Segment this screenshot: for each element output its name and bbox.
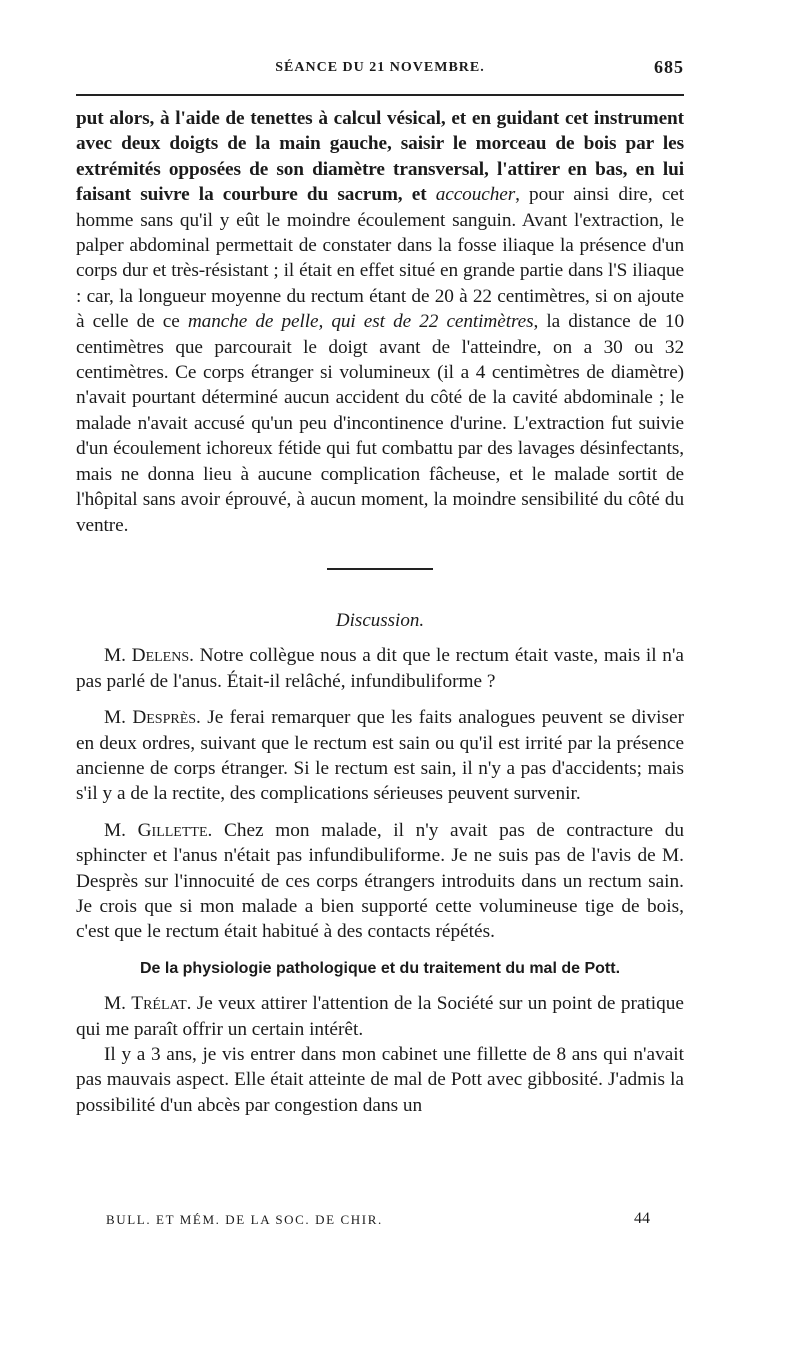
speaker-prefix: M. [104,993,132,1015]
discussion-title: Discussion. [335,609,425,631]
page-footer [106,1212,650,1228]
speaker-prefix: M. [104,819,138,841]
speaker-name-delens: Delens [131,645,190,667]
case-italic-accoucher: accoucher [435,184,516,206]
speech-text-gillette: . Chez mon malade, il n'y avait pas de contracture du sphincter et l'anus n'était pas infundibuliforme. Je ne suis pas de l'avis de M. Desprès sur l'innocuité de ces corps étrangers introduits dans un rectum sain. Je crois que si mon malade a bien supporté cette volumineuse tige de bois, c'est que le rectum était habitué à des contacts répétés. [76,819,684,943]
running-title: SÉANCE DU 21 NOVEMBRE. [275,60,485,75]
speech-gillette [76,818,684,945]
page-body [76,106,684,1118]
closing-paragraph: Il y a 3 ans, je vis entrer dans mon cabinet une fillette de 8 ans qui n'avait pas mauvais aspect. Elle était atteinte de mal de Pott avec gibbosité. J'admis la possibilité d'un abcès par congestion dans un [76,1044,684,1116]
speech-text-despres: . Je ferai remarquer que les faits analogues peuvent se diviser en deux ordres, suivant que le rectum est sain ou qu'il est irrité par la présence ancienne de corps étranger. Si le rectum est sain, il n'y a pas d'accidents; mais s'il y a de la rectite, des complications sérieuses peuvent survenir. [76,707,684,805]
footer-journal: BULL. ET MÉM. DE LA SOC. DE CHIR. [106,1212,383,1227]
speaker-name-trelat: Trélat [131,993,187,1015]
speech-trelat [76,991,684,1042]
case-text-part-3: , la distance de 10 centimètres que parcourait le doigt avant de l'atteindre, on a 30 ou 32 centimètres. Ce corps étranger si volumineux (il a 4 centimètres de diamètre) n'avait pourtant déterminé aucun accident du côté de la cavité abdominale ; le malade n'avait accusé qu'un peu d'incontinence d'urine. L'extraction fut suivie d'un écoulement ichoreux fétide qui fut combattu par des lavages désinfectants, mais ne donna lieu à aucune complication fâcheuse, et le malade sortit de l'hôpital sans avoir éprouvé, à aucun moment, la moindre sensibilité du côté du ventre. [76,311,684,536]
speaker-name-gillette: Gillette [137,819,208,841]
page-number: 685 [654,57,684,77]
section-separator [327,568,433,570]
header-rule [76,94,684,96]
speech-text-delens: . Notre collègue nous a dit que le rectum était vaste, mais il n'a pas parlé de l'anus. Était-il relâché, infundibuliforme ? [76,645,684,692]
section-title: De la physiologie pathologique et du traitement du mal de Pott. [139,959,621,977]
speaker-name-despres: Desprès [132,707,197,729]
speech-text-trelat: . Je veux attirer l'attention de la Société sur un point de pratique qui me paraît offrir un certain intérêt. [76,993,684,1040]
speaker-prefix: M. [104,645,132,667]
signature-mark: 44 [634,1210,650,1227]
speaker-prefix: M. [104,707,133,729]
case-italic-manche: manche de pelle, qui est de 22 centimètres [187,311,534,333]
speech-delens [76,643,684,694]
case-paragraph [76,106,684,538]
case-text-part-1: put alors, à l'aide de tenettes à calcul vésical, et en guidant cet instrument avec deux doigts de la main gauche, saisir le morceau de bois par les extrémités opposées de son diamètre transversal, l'attirer en bas, en lui faisant suivre la courbure du sacrum, et [76,108,684,206]
running-head [76,57,684,84]
speech-despres [76,705,684,807]
case-text-part-2: , pour ainsi dire, cet homme sans qu'il y eût le moindre écoulement sanguin. Avant l'extraction, le palper abdominal permettait de constater dans la fosse iliaque la présence d'un corps dur et très-résistant ; il était en effet situé en grande partie dans l'S iliaque : car, la longueur moyenne du rectum étant de 20 à 22 centimètres, si on ajoute à celle de ce [76,184,684,333]
